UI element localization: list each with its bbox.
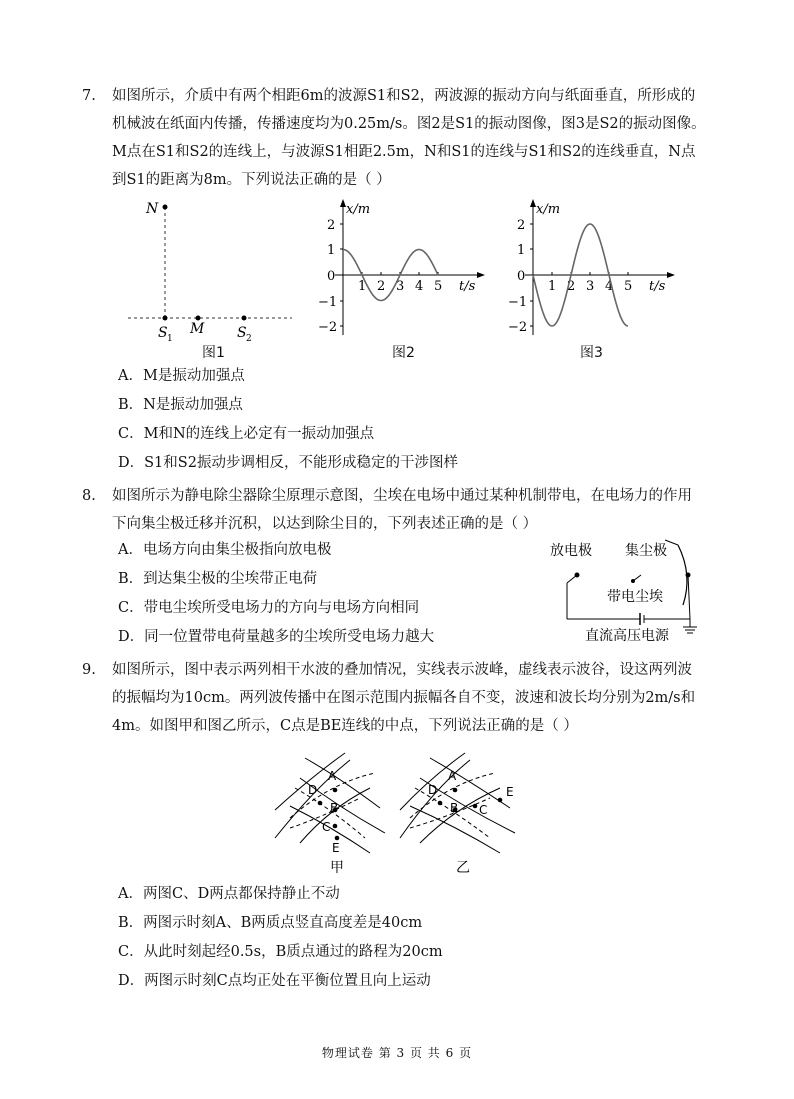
y-tick: −2	[318, 320, 338, 335]
y-tick: −1	[318, 295, 338, 310]
point-c-label: C	[322, 820, 331, 834]
point-c-label: C	[479, 803, 488, 817]
point-m-label: M	[190, 321, 205, 337]
x-tick: 1	[548, 279, 557, 294]
point-s2-label: S	[237, 325, 247, 341]
x-axis-label: t/s	[649, 279, 666, 294]
x-tick: 3	[586, 279, 595, 294]
option-c[interactable]: C．带电尘埃所受电场力的方向与电场方向相同	[118, 600, 420, 616]
stem-line: 如图所示为静电除尘器除尘原理示意图，尘埃在电场中通过某种机制带电，在电场力的作用	[112, 488, 692, 504]
point-a-label: A	[448, 769, 457, 783]
charged-dust-label: 带电尘埃	[607, 589, 663, 605]
stem-line: 到S1的距离为8m。下列说法正确的是（ ）	[112, 172, 391, 188]
option-a[interactable]: A．两图C、D两点都保持静止不动	[118, 886, 340, 902]
question-number: 7.	[82, 88, 96, 104]
question-number: 9.	[82, 662, 96, 678]
question-number: 8.	[82, 488, 96, 504]
y-tick: 2	[327, 218, 336, 233]
option-c[interactable]: C．从此时刻起经0.5s，B质点通过的路程为20cm	[118, 944, 443, 960]
option-c[interactable]: C．M和N的连线上必定有一振动加强点	[118, 426, 375, 442]
point-e-label: E	[506, 785, 514, 799]
y-tick: −1	[508, 295, 528, 310]
option-b[interactable]: B．两图示时刻A、B两质点竖直高度差是40cm	[118, 915, 423, 931]
x-axis-label: t/s	[459, 279, 476, 294]
option-b[interactable]: B．到达集尘极的尘埃带正电荷	[118, 571, 318, 587]
wave-interference-figures	[260, 748, 550, 878]
electrostatic-precipitator-diagram	[545, 535, 715, 647]
stem-line: 如图所示，介质中有两个相距6m的波源S1和S2，两波源的振动方向与纸面垂直，所形成的	[112, 88, 696, 104]
y-tick: 0	[517, 269, 526, 284]
x-tick: 5	[434, 279, 443, 294]
option-a[interactable]: A．电场方向由集尘极指向放电极	[118, 542, 332, 558]
question-stem	[112, 482, 722, 538]
stem-line: 机械波在纸面内传播，传播速度均为0.25m/s。图2是S1的振动图像，图3是S2的振动图像。	[112, 116, 706, 132]
x-tick: 4	[415, 279, 424, 294]
figure-2-caption: 图2	[392, 345, 415, 361]
y-tick: 1	[517, 243, 526, 258]
y-axis-label: x/m	[536, 202, 561, 217]
point-a-label: A	[328, 769, 337, 783]
figure-yi-caption: 乙	[456, 860, 470, 876]
x-tick: 2	[377, 279, 386, 294]
question-stem	[112, 82, 722, 194]
stem-line: 4m。如图甲和图乙所示，C点是BE连线的中点，下列说法正确的是（ ）	[112, 718, 578, 734]
y-axis-label: x/m	[346, 202, 371, 217]
collector-electrode-label: 集尘极	[625, 543, 667, 559]
x-tick: 4	[605, 279, 614, 294]
figure-3-graph	[505, 195, 680, 345]
dc-power-label: 直流高压电源	[585, 628, 669, 644]
question-stem	[112, 656, 722, 740]
option-a[interactable]: A．M是振动加强点	[118, 368, 245, 384]
stem-line: M点在S1和S2的连线上，与波源S1相距2.5m，N和S1的连线与S1和S2的连线垂直，N点	[112, 144, 696, 160]
point-n-label: N	[146, 201, 159, 217]
point-b-label: B	[330, 801, 339, 815]
y-tick: 1	[327, 243, 336, 258]
y-tick: 2	[517, 218, 526, 233]
discharge-electrode-label: 放电极	[550, 543, 592, 559]
stem-line: 下向集尘极迁移并沉积，以达到除尘目的，下列表述正确的是（ ）	[112, 516, 538, 532]
point-d-label: D	[308, 783, 318, 797]
stem-line: 如图所示，图中表示两列相干水波的叠加情况，实线表示波峰，虚线表示波谷，设这两列波	[112, 662, 692, 678]
x-tick: 2	[567, 279, 576, 294]
point-s2-subscript: 2	[246, 334, 252, 344]
y-tick: −2	[508, 320, 528, 335]
y-tick: 0	[327, 269, 336, 284]
x-tick: 1	[358, 279, 367, 294]
option-d[interactable]: D．两图示时刻C点均正处在平衡位置且向上运动	[118, 973, 431, 989]
point-s1-subscript: 1	[167, 334, 173, 344]
option-b[interactable]: B．N是振动加强点	[118, 397, 243, 413]
point-s1-label: S	[158, 325, 168, 341]
figure-1-caption: 图1	[202, 345, 225, 361]
point-b-label: B	[450, 801, 459, 815]
figure-2-graph	[315, 195, 490, 345]
page-footer: 物理试卷 第 3 页 共 6 页	[321, 1046, 473, 1060]
figure-1-diagram	[120, 195, 300, 345]
x-tick: 3	[396, 279, 405, 294]
stem-line: 的振幅均为10cm。两列波传播中在图示范围内振幅各自不变，波速和波长均分别为2m/s和	[112, 690, 696, 706]
figure-jia-caption: 甲	[330, 860, 344, 876]
figure-3-caption: 图3	[580, 345, 603, 361]
x-tick: 5	[624, 279, 633, 294]
option-d[interactable]: D．S1和S2振动步调相反，不能形成稳定的干涉图样	[118, 455, 458, 471]
point-d-label: D	[428, 783, 438, 797]
point-e-label: E	[332, 841, 340, 855]
option-d[interactable]: D．同一位置带电荷量越多的尘埃所受电场力越大	[118, 629, 435, 645]
